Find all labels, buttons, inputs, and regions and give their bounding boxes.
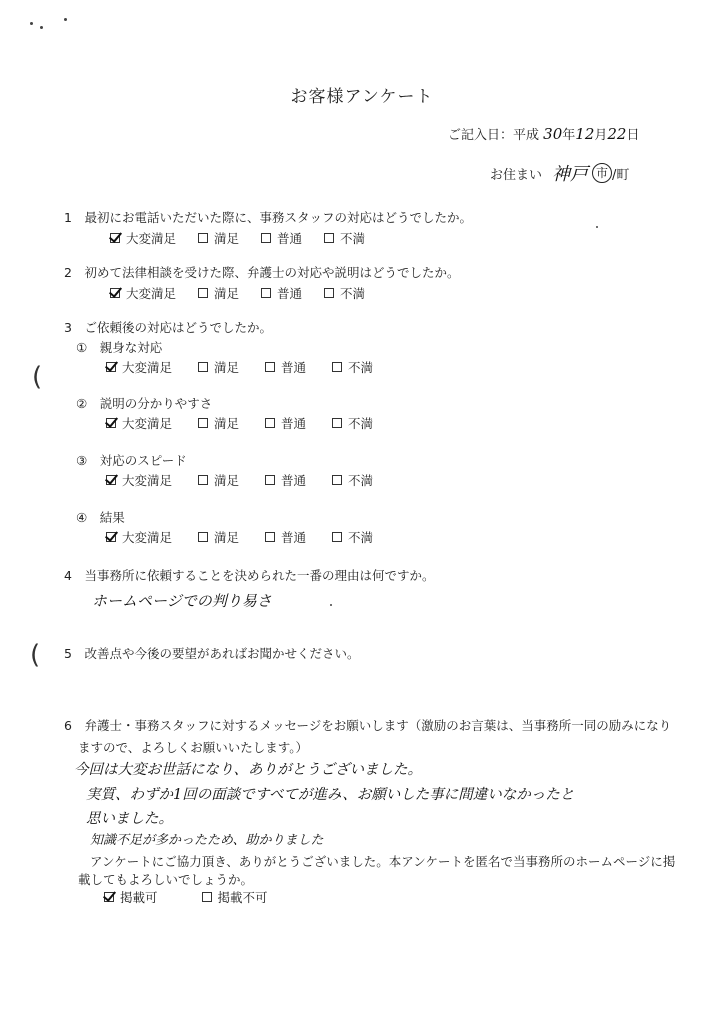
q2-option-1[interactable] [198,284,239,302]
q3-4-option-1[interactable] [198,528,239,546]
q3-3-option-0[interactable] [106,471,172,489]
address-city: 神戸 [552,164,589,185]
q6-answer-line: 思いました。 [86,811,173,827]
q3-4-option-0[interactable] [106,528,172,546]
q3-1-option-3[interactable] [332,358,373,376]
option-label: 掲載可 [120,890,158,905]
q2-text: 2 初めて法律相談を受けた際、弁護士の対応や説明はどうでしたか。 [64,265,460,280]
margin-mark: ( [30,640,41,670]
q6-answer-line: 実質、わずか1回の面談ですべてが進み、お願いした事に間違いなかったと [86,787,575,803]
q1-option-2[interactable] [261,229,302,247]
q3-2-option-1[interactable] [198,414,239,432]
date-year: 30 [543,125,563,143]
q3-3-option-2[interactable] [265,471,306,489]
publish-options [104,888,290,906]
checkbox-checked[interactable] [106,532,116,542]
checkbox[interactable] [261,288,271,298]
q3-3-option-1[interactable] [198,471,239,489]
q3-2-option-2[interactable] [265,414,306,432]
date-year-unit: 年 [562,128,576,143]
option-label: 普通 [281,360,307,375]
q1-option-1[interactable] [198,229,239,247]
stray-mark [330,604,332,606]
option-label: 満足 [214,360,240,375]
q5-text: 5 改善点や今後の要望があればお聞かせください。 [64,646,360,661]
q6-answer-line: 今回は大変お世話になり、ありがとうございました。 [74,762,422,778]
option-label: 満足 [214,231,240,246]
checkbox[interactable] [198,475,208,485]
option-label: 満足 [214,530,240,545]
date-month: 12 [575,125,595,143]
checkbox-checked[interactable] [104,892,114,902]
stray-mark [30,22,33,25]
option-label: 大変満足 [122,473,173,488]
address-suffix: /町 [612,167,630,183]
q3-item-2-label: ② 説明の分かりやすさ [76,396,213,411]
q3-2-option-0[interactable] [106,414,172,432]
date-era: 平成 [513,128,540,143]
q3-4-option-2[interactable] [265,528,306,546]
q4-answer: ホームページでの判り易さ [92,592,272,610]
checkbox-checked[interactable] [110,233,120,243]
closing-line1: アンケートにご協力頂き、ありがとうございました。本アンケートを匿名で当事務所のホームページに掲 [90,854,676,869]
checkbox[interactable] [265,362,275,372]
option-label: 普通 [277,231,303,246]
option-label: 普通 [281,416,307,431]
checkbox[interactable] [261,233,271,243]
checkbox[interactable] [324,288,334,298]
checkbox[interactable] [265,418,275,428]
q3-1-option-1[interactable] [198,358,239,376]
q6-text-line1: 6 弁護士・事務スタッフに対するメッセージをお願いします（激励のお言葉は、当事務所一同の励みになり [64,718,672,733]
checkbox[interactable] [202,892,212,902]
option-label: 満足 [214,473,240,488]
q2-options [110,284,387,302]
q2-option-3[interactable] [324,284,365,302]
option-label: 普通 [277,286,303,301]
q3-item-1-options [106,358,395,376]
checkbox[interactable] [324,233,334,243]
address-city-circled: 市 [592,163,612,183]
date-label: ご記入日： [448,128,514,143]
stray-mark [64,18,67,21]
checkbox[interactable] [332,475,342,485]
option-label: 大変満足 [122,530,173,545]
checkbox[interactable] [198,532,208,542]
q3-item-3-options [106,471,395,489]
q3-item-3-label: ③ 対応のスピード [76,453,187,468]
address-label: お住まい [490,167,543,183]
q6-text-line2: ますので、よろしくお願いいたします。） [78,740,309,755]
stray-mark [40,26,43,29]
checkbox[interactable] [198,288,208,298]
checkbox[interactable] [332,532,342,542]
option-label: 不満 [348,416,374,431]
closing-line2: 載してもよろしいでしょうか。 [78,872,254,887]
date-day: 22 [607,125,627,143]
checkbox-checked[interactable] [106,418,116,428]
checkbox[interactable] [265,532,275,542]
q3-item-1-label: ① 親身な対応 [76,340,163,355]
q1-options [110,229,387,247]
q1-option-3[interactable] [324,229,365,247]
option-label: 普通 [281,473,307,488]
date-field [448,124,640,143]
q4-text: 4 当事務所に依頼することを決められた一番の理由は何ですか。 [64,568,435,583]
q3-4-option-3[interactable] [332,528,373,546]
q6-answer-line: 知識不足が多かったため、助かりました [90,833,324,848]
margin-mark: ( [32,362,43,392]
option-label: 不満 [340,286,366,301]
q3-2-option-3[interactable] [332,414,373,432]
q3-item-4-label: ④ 結果 [76,510,125,525]
q3-item-2-options [106,414,395,432]
option-label: 不満 [340,231,366,246]
q1-option-0[interactable] [110,229,176,247]
option-label: 普通 [281,530,307,545]
checkbox[interactable] [265,475,275,485]
page-title: お客様アンケート [290,87,434,107]
publish-allowed-option[interactable] [104,888,158,906]
date-month-unit: 月 [594,128,608,143]
checkbox[interactable] [198,362,208,372]
q3-3-option-3[interactable] [332,471,373,489]
q2-option-2[interactable] [261,284,302,302]
publish-denied-option[interactable] [202,888,268,906]
address-field [490,160,629,186]
option-label: 不満 [348,473,374,488]
stray-mark [596,226,598,228]
option-label: 満足 [214,416,240,431]
option-label: 大変満足 [126,286,177,301]
checkbox-checked[interactable] [110,288,120,298]
q1-text: 1 最初にお電話いただいた際に、事務スタッフの対応はどうでしたか。 [64,210,472,225]
option-label: 大変満足 [122,416,173,431]
q2-option-0[interactable] [110,284,176,302]
date-day-unit: 日 [626,128,640,143]
q3-1-option-0[interactable] [106,358,172,376]
option-label: 掲載不可 [217,890,268,905]
q3-text: 3 ご依頼後の対応はどうでしたか。 [64,320,272,335]
checkbox-checked[interactable] [106,362,116,372]
checkbox[interactable] [332,362,342,372]
option-label: 不満 [348,530,374,545]
checkbox-checked[interactable] [106,475,116,485]
q3-item-4-options [106,528,395,546]
q3-1-option-2[interactable] [265,358,306,376]
option-label: 不満 [348,360,374,375]
checkbox[interactable] [198,418,208,428]
option-label: 大変満足 [122,360,173,375]
checkbox[interactable] [332,418,342,428]
option-label: 満足 [214,286,240,301]
checkbox[interactable] [198,233,208,243]
option-label: 大変満足 [126,231,177,246]
